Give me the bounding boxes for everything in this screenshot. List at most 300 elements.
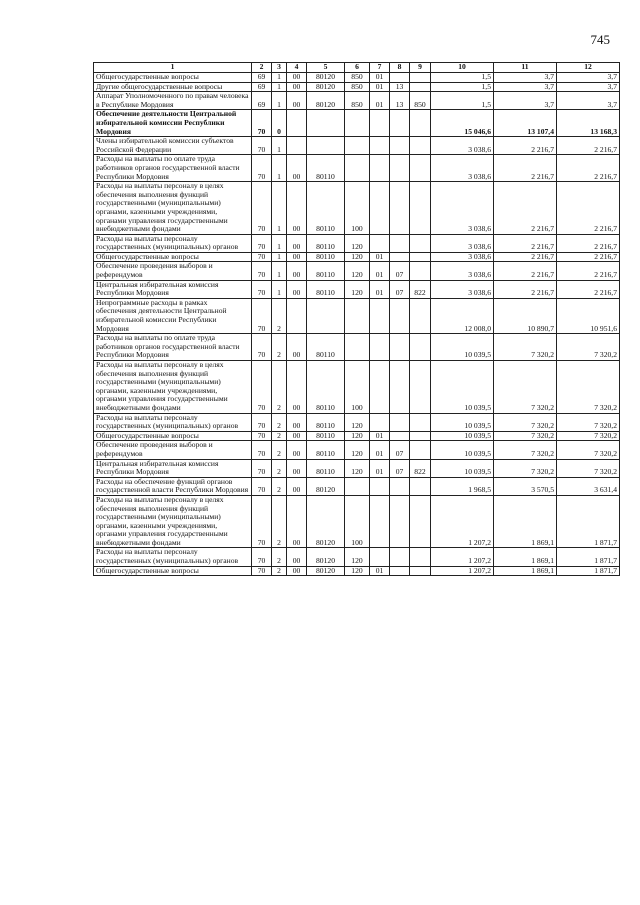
table-cell <box>410 110 431 137</box>
table-cell: 01 <box>370 262 390 280</box>
table-cell <box>370 334 390 361</box>
table-cell: 10 039,5 <box>431 431 494 441</box>
table-row <box>94 82 620 92</box>
table-cell: 7 320,2 <box>494 413 557 431</box>
table-cell: 00 <box>287 82 307 92</box>
column-header: 5 <box>307 63 345 73</box>
row-label-cell: Обеспечение проведения выборов и референдумов <box>94 262 252 280</box>
table-row <box>94 441 620 459</box>
table-cell <box>390 361 410 414</box>
table-cell: 2 <box>272 298 287 333</box>
table-cell: 822 <box>410 280 431 298</box>
table-cell: 120 <box>345 566 370 576</box>
table-row <box>94 155 620 182</box>
table-cell <box>390 110 410 137</box>
table-cell: 2 216,7 <box>557 155 620 182</box>
table-cell <box>287 137 307 155</box>
table-cell: 10 039,5 <box>431 441 494 459</box>
table-cell: 00 <box>287 495 307 548</box>
column-header: 2 <box>252 63 272 73</box>
table-cell: 80120 <box>307 92 345 110</box>
table-cell: 1 869,1 <box>494 495 557 548</box>
table-cell <box>370 548 390 566</box>
table-cell <box>287 298 307 333</box>
table-cell: 00 <box>287 73 307 83</box>
table-cell <box>345 137 370 155</box>
table-cell: 7 320,2 <box>557 361 620 414</box>
row-label-cell: Общегосударственные вопросы <box>94 73 252 83</box>
table-cell: 850 <box>345 82 370 92</box>
table-cell: 70 <box>252 361 272 414</box>
row-label-cell: Общегосударственные вопросы <box>94 431 252 441</box>
table-cell: 1,5 <box>431 82 494 92</box>
row-label-cell: Непрограммные расходы в рамках обеспечения деятельности Центральной избирательной комиссии Республики Мордовия <box>94 298 252 333</box>
table-row <box>94 280 620 298</box>
row-label-cell: Расходы на выплаты персоналу государственных (муниципальных) органов <box>94 548 252 566</box>
row-label-cell: Общегосударственные вопросы <box>94 252 252 262</box>
table-cell: 3,7 <box>557 92 620 110</box>
table-cell <box>370 234 390 252</box>
table-cell <box>410 182 431 235</box>
table-row <box>94 413 620 431</box>
table-cell: 3 038,6 <box>431 137 494 155</box>
table-cell: 1 <box>272 182 287 235</box>
table-cell: 2 <box>272 459 287 477</box>
table-cell: 80110 <box>307 234 345 252</box>
column-header: 6 <box>345 63 370 73</box>
table-cell: 70 <box>252 548 272 566</box>
table-cell <box>410 477 431 495</box>
column-header: 9 <box>410 63 431 73</box>
table-cell <box>410 298 431 333</box>
table-cell <box>390 548 410 566</box>
table-cell: 2 216,7 <box>494 252 557 262</box>
table-cell: 00 <box>287 280 307 298</box>
table-cell <box>287 110 307 137</box>
table-cell <box>345 477 370 495</box>
table-cell: 80120 <box>307 548 345 566</box>
column-header: 11 <box>494 63 557 73</box>
table-cell: 80110 <box>307 361 345 414</box>
row-label-cell: Обеспечение деятельности Центральной избирательной комиссии Республики Мордовия <box>94 110 252 137</box>
table-cell: 2 <box>272 334 287 361</box>
table-cell <box>390 477 410 495</box>
table-cell <box>410 334 431 361</box>
table-cell: 00 <box>287 334 307 361</box>
table-cell: 80110 <box>307 459 345 477</box>
table-cell <box>370 298 390 333</box>
table-row <box>94 334 620 361</box>
table-cell <box>390 298 410 333</box>
table-cell: 07 <box>390 262 410 280</box>
table-cell: 80110 <box>307 262 345 280</box>
table-cell: 2 216,7 <box>494 182 557 235</box>
table-cell <box>370 477 390 495</box>
table-cell: 2 216,7 <box>557 234 620 252</box>
table-cell: 80110 <box>307 441 345 459</box>
table-cell <box>370 495 390 548</box>
table-cell: 1 869,1 <box>494 548 557 566</box>
table-cell: 1,5 <box>431 92 494 110</box>
table-cell: 70 <box>252 477 272 495</box>
table-cell <box>390 234 410 252</box>
table-cell: 80110 <box>307 280 345 298</box>
table-cell: 3 038,6 <box>431 252 494 262</box>
table-cell: 822 <box>410 459 431 477</box>
table-cell <box>410 155 431 182</box>
table-cell: 00 <box>287 92 307 110</box>
table-cell: 7 320,2 <box>494 361 557 414</box>
table-cell: 01 <box>370 441 390 459</box>
table-row <box>94 431 620 441</box>
table-cell: 00 <box>287 182 307 235</box>
table-cell: 70 <box>252 431 272 441</box>
table-cell: 2 216,7 <box>494 234 557 252</box>
table-cell <box>345 110 370 137</box>
table-cell: 1 869,1 <box>494 566 557 576</box>
table-cell: 3 038,6 <box>431 182 494 235</box>
table-cell <box>410 82 431 92</box>
table-cell: 80110 <box>307 182 345 235</box>
table-cell: 1 207,2 <box>431 548 494 566</box>
table-cell: 3 570,5 <box>494 477 557 495</box>
row-label-cell: Расходы на выплаты персоналу в целях обеспечения выполнения функций государственными (муниципальными) органами, казенными учреждениями, органами управления государственными внебюджетными фондами <box>94 361 252 414</box>
row-label-cell: Аппарат Уполномоченного по правам человека в Республике Мордовия <box>94 92 252 110</box>
table-cell <box>410 413 431 431</box>
table-cell: 10 039,5 <box>431 413 494 431</box>
table-cell <box>390 182 410 235</box>
table-row <box>94 459 620 477</box>
table-cell: 10 039,5 <box>431 361 494 414</box>
table-cell: 850 <box>345 92 370 110</box>
column-header: 4 <box>287 63 307 73</box>
table-cell: 2 <box>272 495 287 548</box>
table-cell: 850 <box>345 73 370 83</box>
table-cell: 2 <box>272 441 287 459</box>
row-label-cell: Расходы на выплаты персоналу государственных (муниципальных) органов <box>94 234 252 252</box>
table-cell: 2 216,7 <box>557 252 620 262</box>
table-cell: 1 <box>272 262 287 280</box>
table-cell <box>410 252 431 262</box>
table-cell: 2 <box>272 548 287 566</box>
table-cell: 70 <box>252 413 272 431</box>
table-cell: 1 <box>272 252 287 262</box>
table-cell <box>410 73 431 83</box>
table-cell: 00 <box>287 566 307 576</box>
table-cell: 70 <box>252 334 272 361</box>
row-label-cell: Расходы на обеспечение функций органов государственной власти Республики Мордовия <box>94 477 252 495</box>
table-cell: 1 871,7 <box>557 548 620 566</box>
table-cell: 00 <box>287 477 307 495</box>
table-cell: 00 <box>287 459 307 477</box>
table-cell <box>410 262 431 280</box>
table-row <box>94 298 620 333</box>
column-header: 10 <box>431 63 494 73</box>
table-cell: 00 <box>287 548 307 566</box>
table-cell: 2 216,7 <box>494 280 557 298</box>
table-cell: 3,7 <box>494 82 557 92</box>
table-cell: 00 <box>287 155 307 182</box>
table-cell: 80120 <box>307 73 345 83</box>
table-cell: 07 <box>390 280 410 298</box>
table-cell: 7 320,2 <box>557 459 620 477</box>
table-cell: 1 871,7 <box>557 495 620 548</box>
table-cell: 120 <box>345 262 370 280</box>
table-cell: 00 <box>287 441 307 459</box>
table-row <box>94 110 620 137</box>
table-cell: 00 <box>287 252 307 262</box>
table-row <box>94 262 620 280</box>
row-label-cell: Расходы на выплаты персоналу в целях обеспечения выполнения функций государственными (муниципальными) органами, казенными учреждениями, органами управления государственными внебюджетными фондами <box>94 495 252 548</box>
table-cell: 07 <box>390 459 410 477</box>
table-cell: 70 <box>252 182 272 235</box>
table-cell <box>370 182 390 235</box>
table-cell: 70 <box>252 234 272 252</box>
table-cell: 01 <box>370 92 390 110</box>
table-cell: 70 <box>252 566 272 576</box>
table-cell: 1 871,7 <box>557 566 620 576</box>
table-cell <box>390 566 410 576</box>
table-cell: 1,5 <box>431 73 494 83</box>
table-row <box>94 361 620 414</box>
table-cell <box>410 361 431 414</box>
table-cell: 80110 <box>307 334 345 361</box>
table-cell: 2 216,7 <box>557 137 620 155</box>
table-cell: 120 <box>345 441 370 459</box>
table-row <box>94 234 620 252</box>
table-row <box>94 477 620 495</box>
row-label-cell: Другие общегосударственные вопросы <box>94 82 252 92</box>
table-cell <box>390 155 410 182</box>
table-cell: 10 951,6 <box>557 298 620 333</box>
table-cell: 120 <box>345 431 370 441</box>
table-cell: 7 320,2 <box>494 431 557 441</box>
table-cell: 01 <box>370 252 390 262</box>
table-cell <box>345 334 370 361</box>
table-cell: 100 <box>345 182 370 235</box>
table-cell <box>370 110 390 137</box>
table-cell: 80120 <box>307 82 345 92</box>
table-cell <box>390 334 410 361</box>
table-cell: 3,7 <box>494 92 557 110</box>
table-cell: 1 <box>272 73 287 83</box>
table-cell: 7 320,2 <box>557 431 620 441</box>
table-cell: 00 <box>287 234 307 252</box>
table-cell <box>370 361 390 414</box>
table-cell: 10 890,7 <box>494 298 557 333</box>
table-cell: 1 207,2 <box>431 566 494 576</box>
row-label-cell: Центральная избирательная комиссия Республики Мордовия <box>94 280 252 298</box>
table-cell: 2 <box>272 431 287 441</box>
table-cell: 3 631,4 <box>557 477 620 495</box>
table-cell: 70 <box>252 110 272 137</box>
table-cell: 120 <box>345 459 370 477</box>
table-cell <box>410 234 431 252</box>
column-header: 3 <box>272 63 287 73</box>
table-cell: 3 038,6 <box>431 262 494 280</box>
table-cell <box>370 413 390 431</box>
table-cell: 2 216,7 <box>494 155 557 182</box>
table-cell: 3,7 <box>557 82 620 92</box>
table-cell: 01 <box>370 566 390 576</box>
table-row <box>94 252 620 262</box>
table-cell: 100 <box>345 495 370 548</box>
table-cell: 120 <box>345 252 370 262</box>
table-cell: 00 <box>287 413 307 431</box>
table-cell: 7 320,2 <box>494 441 557 459</box>
table-cell: 13 <box>390 82 410 92</box>
table-cell: 1 <box>272 92 287 110</box>
table-cell: 7 320,2 <box>557 334 620 361</box>
table-header-row <box>94 63 620 73</box>
table-cell: 13 <box>390 92 410 110</box>
table-cell: 2 216,7 <box>557 280 620 298</box>
table-cell <box>307 110 345 137</box>
table-cell: 3,7 <box>494 73 557 83</box>
table-cell: 13 107,4 <box>494 110 557 137</box>
table-cell: 00 <box>287 431 307 441</box>
table-cell: 00 <box>287 361 307 414</box>
table-cell: 2 216,7 <box>557 182 620 235</box>
table-cell: 80120 <box>307 566 345 576</box>
row-label-cell: Члены избирательной комиссии субъектов Российской Федерации <box>94 137 252 155</box>
table-cell: 1 <box>272 234 287 252</box>
table-cell: 70 <box>252 262 272 280</box>
table-cell: 10 039,5 <box>431 459 494 477</box>
table-cell <box>370 155 390 182</box>
table-cell: 3,7 <box>557 73 620 83</box>
table-cell: 07 <box>390 441 410 459</box>
table-cell: 80110 <box>307 431 345 441</box>
row-label-cell: Расходы на выплаты персоналу в целях обеспечения выполнения функций государственными (муниципальными) органами, казенными учреждениями, органами управления государственными внебюджетными фондами <box>94 182 252 235</box>
table-cell <box>410 137 431 155</box>
table-cell: 3 038,6 <box>431 155 494 182</box>
table-cell: 0 <box>272 110 287 137</box>
table-cell <box>390 137 410 155</box>
table-cell: 80120 <box>307 477 345 495</box>
table-row <box>94 566 620 576</box>
table-cell <box>307 298 345 333</box>
table-cell: 70 <box>252 441 272 459</box>
table-cell <box>390 252 410 262</box>
table-cell <box>345 155 370 182</box>
table-cell: 7 320,2 <box>557 441 620 459</box>
table-cell: 70 <box>252 137 272 155</box>
table-cell: 1 <box>272 155 287 182</box>
table-cell: 120 <box>345 413 370 431</box>
table-cell: 1 968,5 <box>431 477 494 495</box>
table-cell: 120 <box>345 280 370 298</box>
column-header: 1 <box>94 63 252 73</box>
table-cell: 12 008,0 <box>431 298 494 333</box>
table-cell: 15 046,6 <box>431 110 494 137</box>
table-cell: 69 <box>252 92 272 110</box>
table-cell: 70 <box>252 495 272 548</box>
table-cell: 2 216,7 <box>494 137 557 155</box>
table-row <box>94 92 620 110</box>
table-cell: 80120 <box>307 495 345 548</box>
table-cell <box>390 431 410 441</box>
table-cell: 2 <box>272 361 287 414</box>
table-cell: 100 <box>345 361 370 414</box>
table-cell: 70 <box>252 298 272 333</box>
table-cell: 120 <box>345 548 370 566</box>
table-cell: 01 <box>370 280 390 298</box>
table-cell <box>370 137 390 155</box>
table-cell: 69 <box>252 82 272 92</box>
table-cell <box>410 548 431 566</box>
table-cell: 7 320,2 <box>557 413 620 431</box>
table-cell <box>390 73 410 83</box>
table-cell <box>390 413 410 431</box>
table-cell: 80110 <box>307 252 345 262</box>
table-cell: 120 <box>345 234 370 252</box>
table-cell <box>390 495 410 548</box>
column-header: 8 <box>390 63 410 73</box>
column-header: 7 <box>370 63 390 73</box>
table-cell: 1 <box>272 82 287 92</box>
table-cell: 2 <box>272 413 287 431</box>
table-cell <box>410 431 431 441</box>
table-row <box>94 137 620 155</box>
table-cell: 10 039,5 <box>431 334 494 361</box>
table-cell: 1 207,2 <box>431 495 494 548</box>
row-label-cell: Общегосударственные вопросы <box>94 566 252 576</box>
table-row <box>94 548 620 566</box>
table-cell: 2 <box>272 566 287 576</box>
table-cell <box>410 441 431 459</box>
table-cell: 70 <box>252 252 272 262</box>
table-cell: 00 <box>287 262 307 280</box>
table-row <box>94 73 620 83</box>
table-cell: 01 <box>370 459 390 477</box>
row-label-cell: Расходы на выплаты персоналу государственных (муниципальных) органов <box>94 413 252 431</box>
page-number: 745 <box>590 32 610 47</box>
table-cell: 1 <box>272 137 287 155</box>
table-cell: 01 <box>370 431 390 441</box>
table-cell: 01 <box>370 82 390 92</box>
table-cell: 2 216,7 <box>557 262 620 280</box>
table-cell: 80110 <box>307 155 345 182</box>
table-cell: 2 <box>272 477 287 495</box>
table-cell <box>307 137 345 155</box>
row-label-cell: Обеспечение проведения выборов и референдумов <box>94 441 252 459</box>
row-label-cell: Расходы на выплаты по оплате труда работников органов государственной власти Республики Мордовия <box>94 155 252 182</box>
table-cell <box>410 495 431 548</box>
table-cell: 70 <box>252 280 272 298</box>
table-cell: 70 <box>252 459 272 477</box>
table-cell: 80110 <box>307 413 345 431</box>
row-label-cell: Центральная избирательная комиссия Республики Мордовия <box>94 459 252 477</box>
table-row <box>94 495 620 548</box>
row-label-cell: Расходы на выплаты по оплате труда работников органов государственной власти Республики Мордовия <box>94 334 252 361</box>
table-cell <box>345 298 370 333</box>
table-cell: 13 168,3 <box>557 110 620 137</box>
column-header: 12 <box>557 63 620 73</box>
table-cell: 850 <box>410 92 431 110</box>
table-cell: 3 038,6 <box>431 280 494 298</box>
table-cell: 69 <box>252 73 272 83</box>
table-cell: 3 038,6 <box>431 234 494 252</box>
table-cell: 70 <box>252 155 272 182</box>
table-cell: 1 <box>272 280 287 298</box>
table-cell: 7 320,2 <box>494 334 557 361</box>
table-cell: 01 <box>370 73 390 83</box>
table-cell: 7 320,2 <box>494 459 557 477</box>
table-cell: 2 216,7 <box>494 262 557 280</box>
table-row <box>94 182 620 235</box>
budget-table <box>93 62 620 576</box>
